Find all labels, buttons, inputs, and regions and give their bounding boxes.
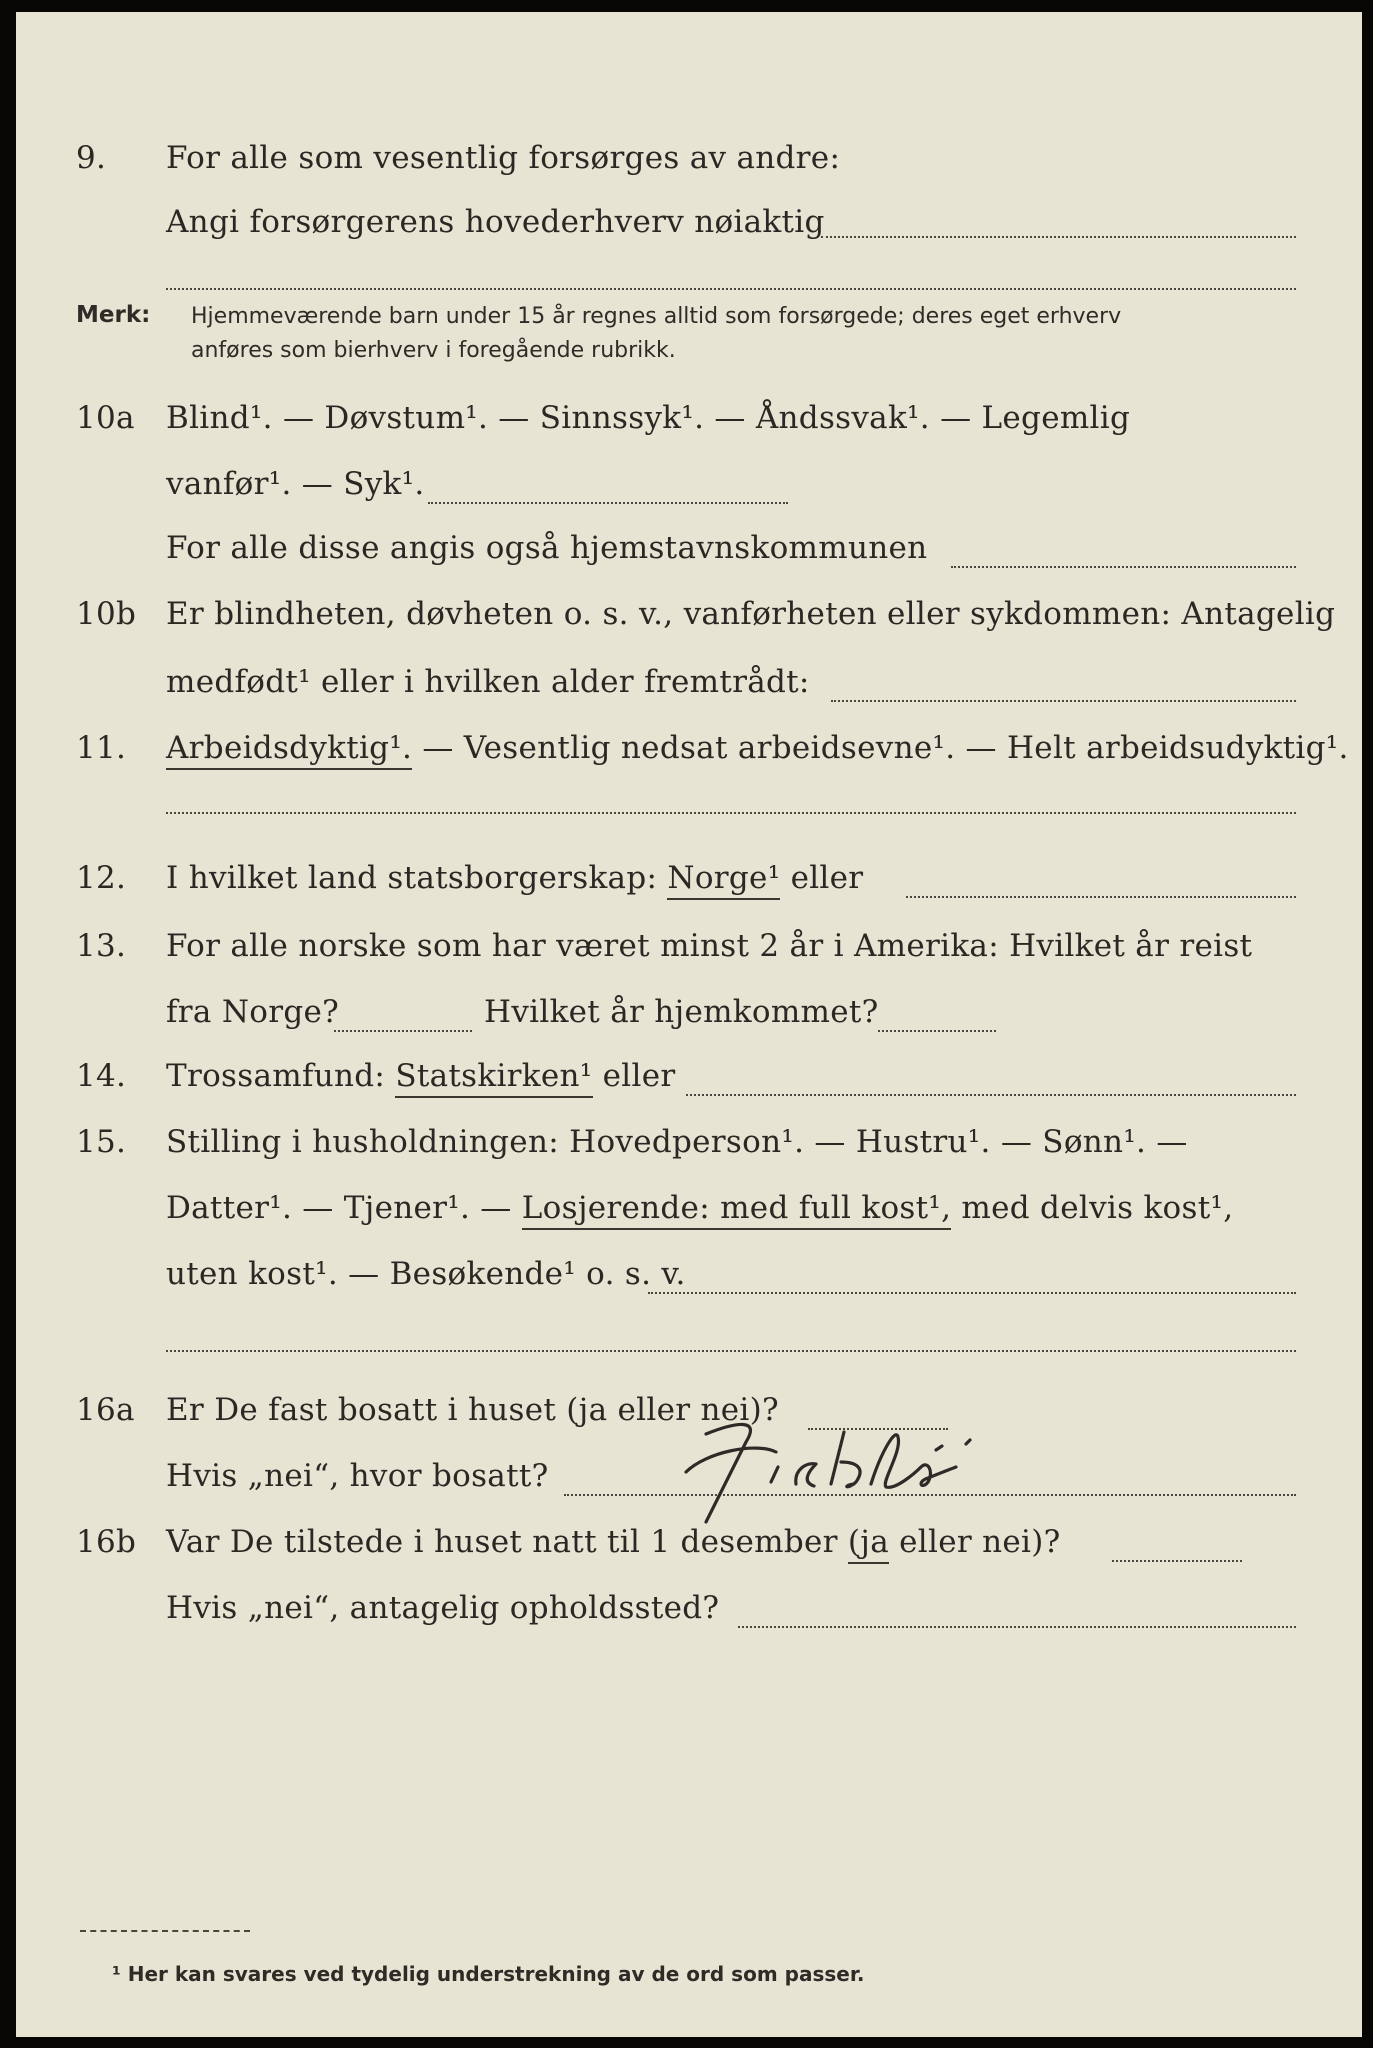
answer-line[interactable] [166,812,1296,814]
item-text-prefix: Datter¹. — Tjener¹. — [166,1190,522,1226]
item-text-suffix: eller [592,1058,676,1094]
item-text: Hvis „nei“, antagelig opholdssted? [166,1590,720,1626]
item-number: 11. [76,730,127,766]
answer-line[interactable] [906,896,1296,898]
item-number: 13. [76,928,127,964]
underlined-answer: Arbeidsdyktig¹. [166,730,412,770]
footnote: ¹ Her kan svares ved tydelig understrekning av de ord som passer. [112,1962,865,1986]
underlined-answer: Norge¹ [667,860,780,900]
item-text: For alle som vesentlig forsørges av andre: [166,140,841,176]
underlined-answer: (ja [848,1524,889,1564]
answer-line[interactable] [878,1030,996,1032]
note-text [191,300,1121,368]
item-text-rest: — Vesentlig nedsat arbeidsevne¹. — Helt arbeidsudyktig¹. [412,730,1349,766]
note-label: Merk: [76,302,151,328]
answer-line[interactable] [686,1094,1296,1096]
item-text: vanfør¹. — Syk¹. [166,466,425,502]
item-text: medfødt¹ eller i hvilken alder fremtrådt: [166,664,810,700]
footnote-rule [80,1930,250,1932]
item-text-suffix: med delvis kost¹, [951,1190,1234,1226]
item-text: Blind¹. — Døvstum¹. — Sinnssyk¹. — Åndssvak¹. — Legemlig [166,400,1131,436]
item-text [166,1524,1061,1560]
item-number: 16b [76,1524,137,1560]
item-text: uten kost¹. — Besøkende¹ o. s. v. [166,1256,686,1292]
item-text [166,730,1349,766]
handwritten-place-signature [666,1412,1046,1532]
item-text-prefix: Trossamfund: [166,1058,396,1094]
item-number: 14. [76,1058,127,1094]
item-number: 15. [76,1124,127,1160]
item-text: Stilling i husholdningen: Hovedperson¹. — Hustru¹. — Sønn¹. — [166,1124,1188,1160]
item-text: For alle norske som har været minst 2 år i Amerika: Hvilket år reist [166,928,1253,964]
item-text: Er De fast bosatt i huset (ja eller nei)? [166,1392,779,1428]
item-text: Hvilket år hjemkommet? [484,994,879,1030]
note-line: Hjemmeværende barn under 15 år regnes alltid som forsørgede; deres eget erhverv [191,304,1122,329]
item-text: fra Norge? [166,994,340,1030]
underlined-answer: Losjerende: med full kost¹, [522,1190,952,1230]
item-text-prefix: I hvilket land statsborgerskap: [166,860,668,896]
answer-line[interactable] [951,566,1296,568]
item-number: 10b [76,596,137,632]
item-text-prefix: Var De tilstede i huset natt til 1 desember [166,1524,848,1560]
underlined-answer: Statskirken¹ [395,1058,592,1098]
answer-line[interactable] [166,288,1296,290]
answer-line[interactable] [738,1626,1296,1628]
item-text: Hvis „nei“, hvor bosatt? [166,1458,549,1494]
answer-line[interactable] [166,1350,1296,1352]
item-text: Er blindheten, døvheten o. s. v., vanførheten eller sykdommen: Antagelig [166,596,1336,632]
item-text: Angi forsørgerens hovederhverv nøiaktig [166,204,825,240]
answer-line[interactable] [334,1030,472,1032]
item-number: 12. [76,860,127,896]
item-text-suffix: eller [780,860,864,896]
item-text [166,860,863,896]
item-text: For alle disse angis også hjemstavnskommunen [166,530,928,566]
item-text [166,1190,1233,1226]
answer-line[interactable] [831,700,1296,702]
item-text [166,1058,676,1094]
item-number: 10a [76,400,135,436]
note-line: anføres som bierhverv i foregående rubrikk. [191,338,676,363]
answer-line[interactable] [821,236,1296,238]
item-number: 16a [76,1392,135,1428]
item-number: 9. [76,140,107,176]
answer-line[interactable] [648,1292,1296,1294]
answer-line[interactable] [428,502,788,504]
census-form-page [16,12,1362,2037]
answer-line[interactable] [1112,1560,1242,1562]
item-text-suffix: eller nei)? [889,1524,1061,1560]
